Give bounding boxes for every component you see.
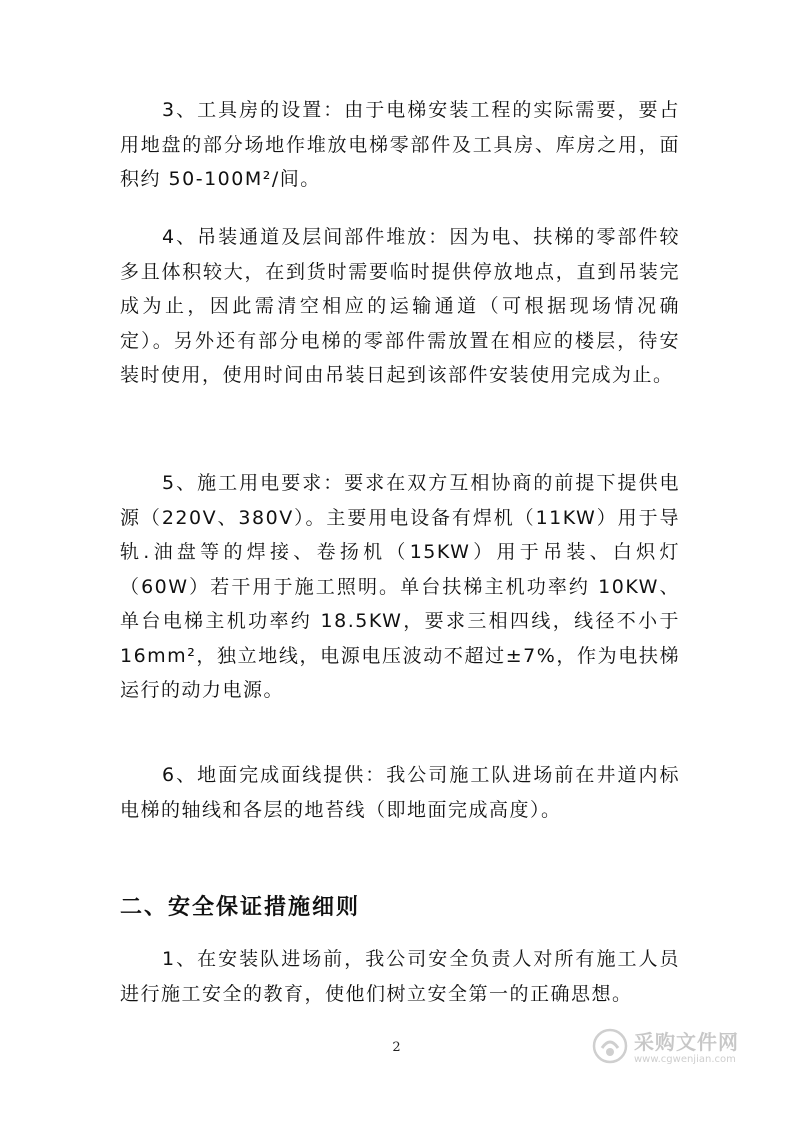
page-number: 2 <box>392 1040 401 1055</box>
paragraph-power-requirements: 5、施工用电要求：要求在双方互相协商的前提下提供电源（220V、380V）。主要用电设备有焊机（11KW）用于导轨.油盘等的焊接、卷扬机（15KW）用于吊装、白炽灯（60W）若干用于施工照明。单台扶梯主机功率约 10KW、单台电梯主机功率约 18.5KW，要求三相四线，线径不小于 16mm²，独立地线，电源电压波动不超过±7%，作为电扶梯运行的动力电源。 <box>120 472 680 701</box>
paragraph-tool-room: 3、工具房的设置：由于电梯安装工程的实际需要，要占用地盘的部分场地作堆放电梯零部件及工具房、库房之用，面积约 50-100M²/间。 <box>120 99 680 190</box>
paragraph-floor-line: 6、地面完成面线提供：我公司施工队进场前在井道内标电梯的轴线和各层的地苔线（即地面完成高度）。 <box>120 764 680 821</box>
watermark-logo-icon <box>592 1028 628 1064</box>
watermark-url: www.cgwenjian.com <box>634 1054 736 1065</box>
paragraph-hoisting-passage: 4、吊装通道及层间部件堆放：因为电、扶梯的零部件较多且体积较大，在到货时需要临时提供停放地点，直到吊装完成为止，因此需清空相应的运输通道（可根据现场情况确定）。另外还有部分电梯的零部件需放置在相应的楼层，待安装时使用，使用时间由吊装日起到该部件安装使用完成为止。 <box>120 226 680 386</box>
watermark <box>592 1026 782 1076</box>
section-heading: 二、安全保证措施细则 <box>120 895 361 920</box>
paragraph-safety-education: 1、在安装队进场前，我公司安全负责人对所有施工人员进行施工安全的教育，使他们树立安全第一的正确思想。 <box>120 948 680 1005</box>
watermark-text: 采购文件网 <box>634 1030 739 1054</box>
